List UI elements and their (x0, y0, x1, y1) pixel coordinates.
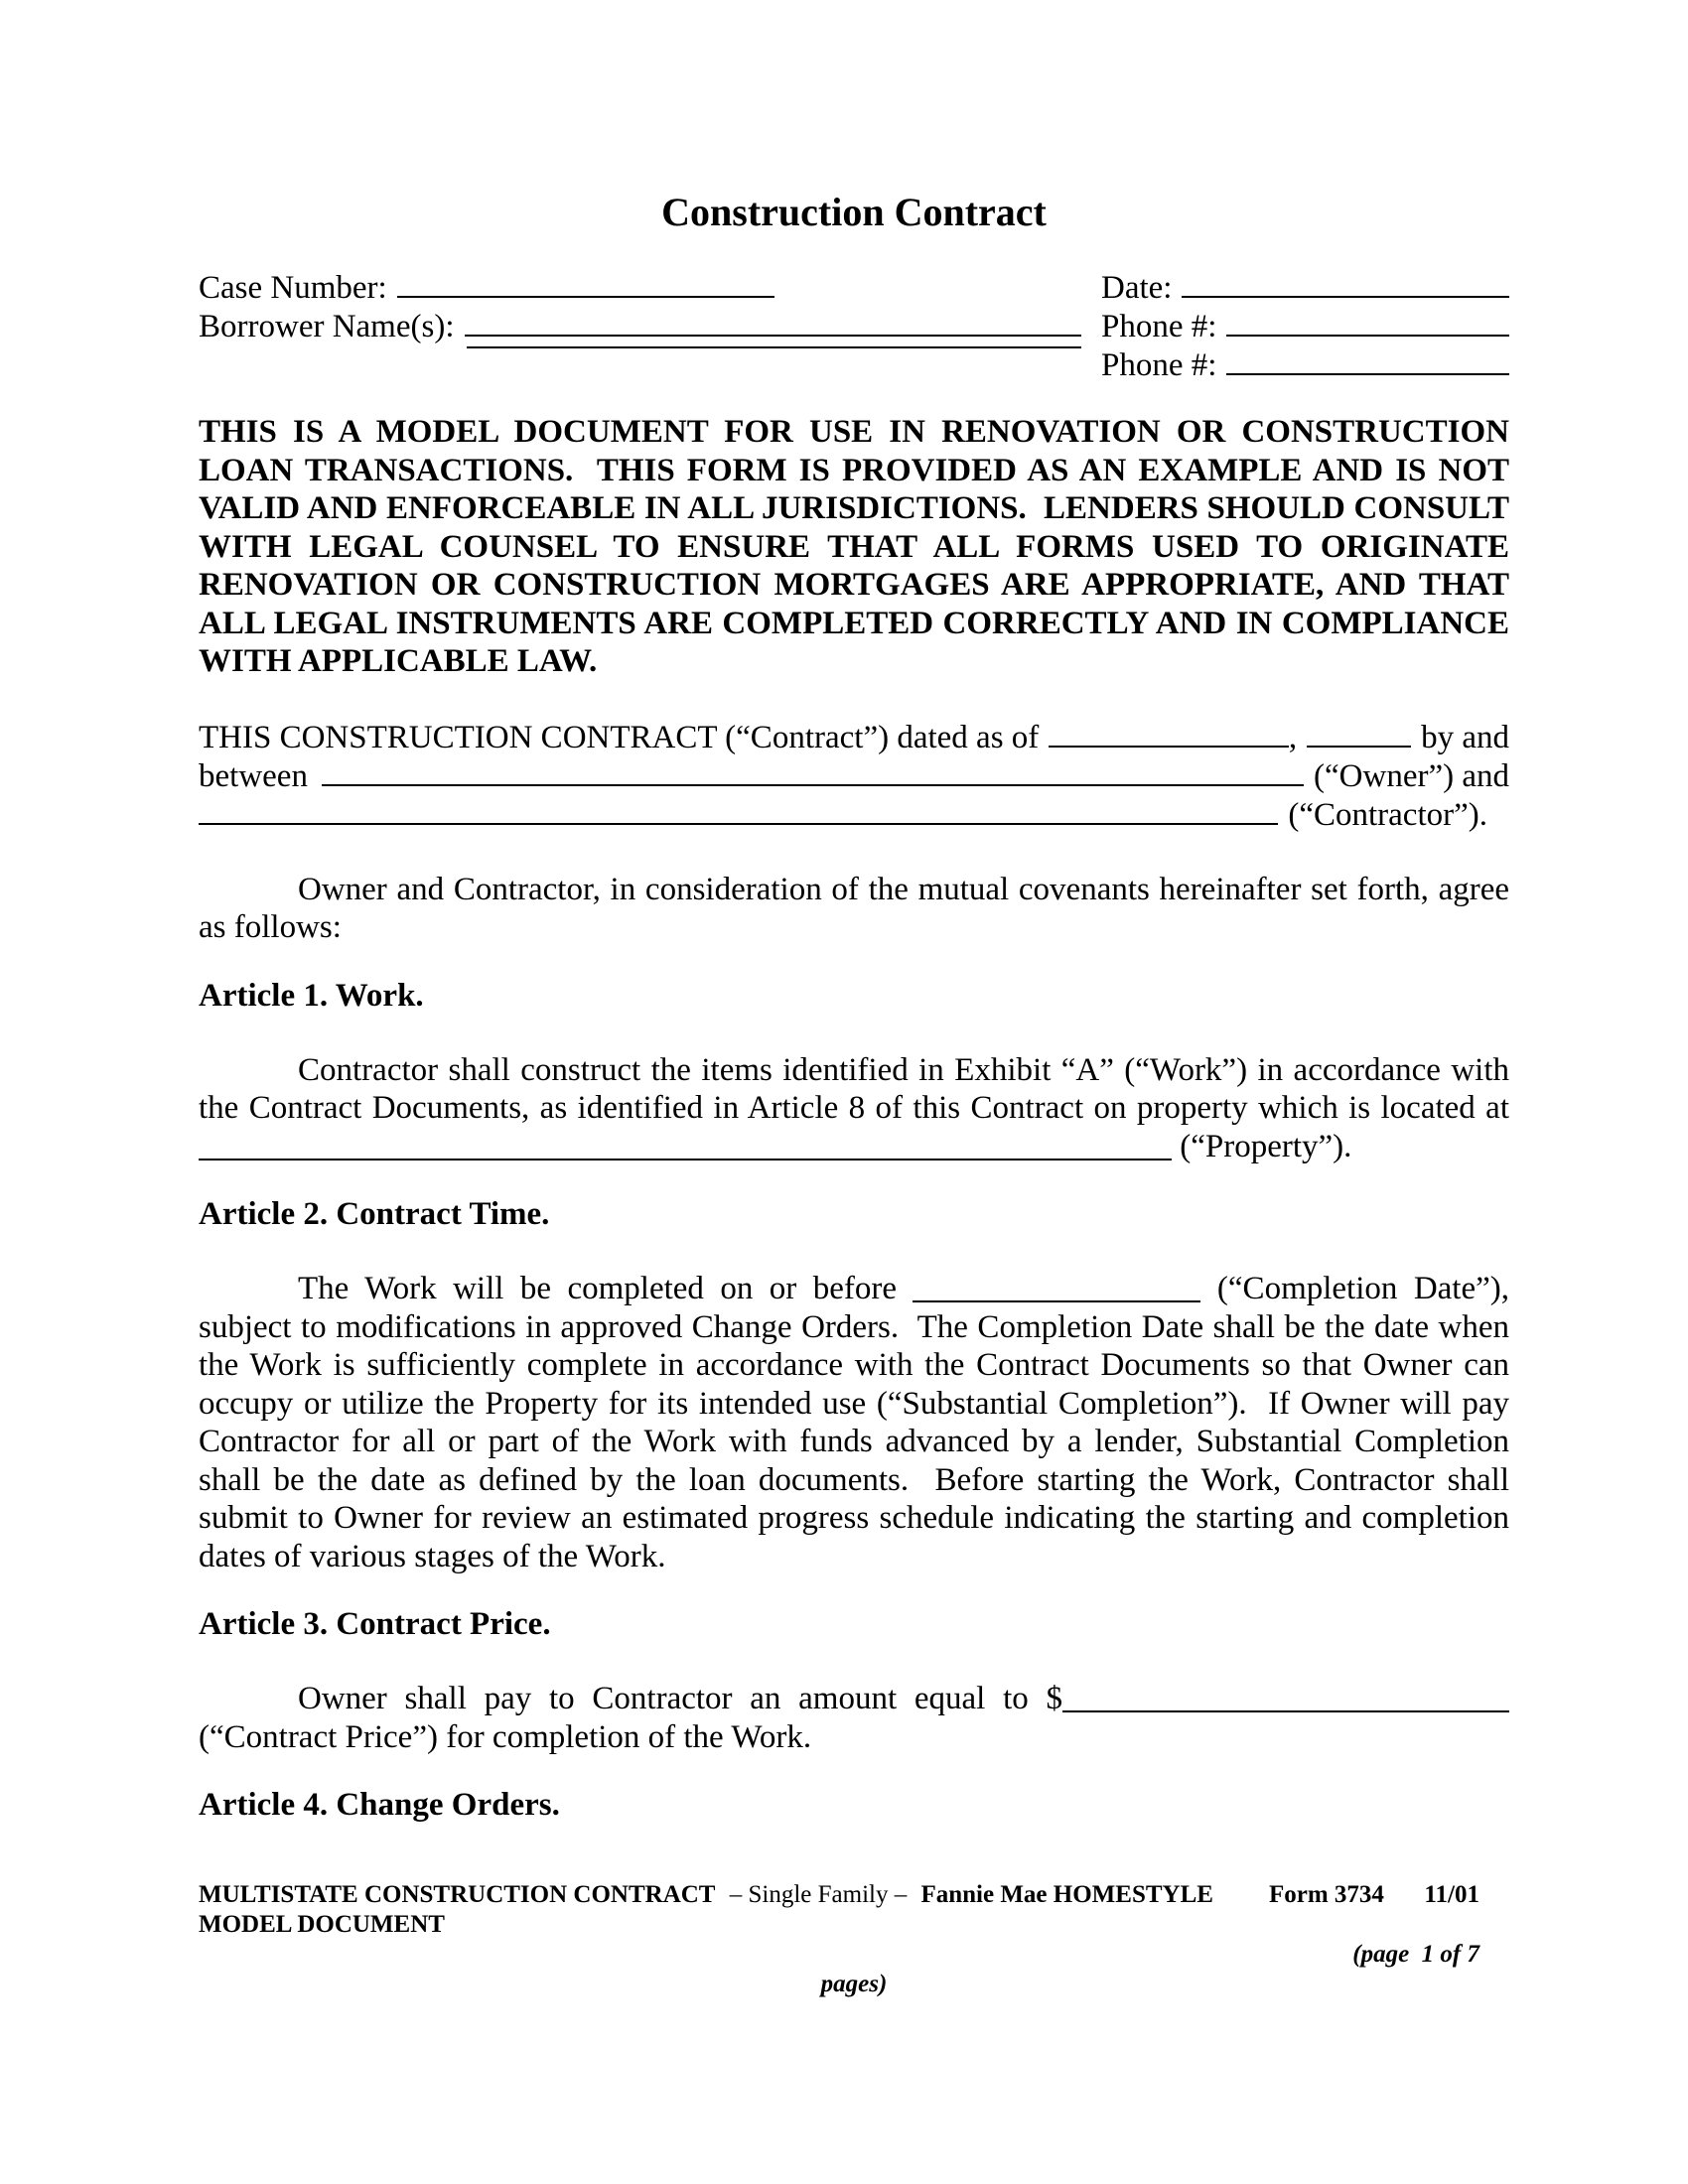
owner-name-blank (322, 784, 1304, 786)
article-4-heading: Article 4. Change Orders. (199, 1787, 560, 1823)
borrower-name-blank (465, 335, 1082, 337)
article-1-body (199, 1051, 1509, 1166)
intro-by-and-text: by and (1421, 719, 1509, 755)
date-blank (1182, 296, 1509, 298)
contractor-name-blank (199, 823, 1278, 825)
article-3-text: Owner shall pay to Contractor an amount equal to $ (298, 1681, 1062, 1716)
model-document-notice: THIS IS A MODEL DOCUMENT FOR USE IN RENOVATION OR CONSTRUCTION LOAN TRANSACTIONS. THIS FORM IS PROVIDED AS AN EXAMPLE AND IS NOT VALID AND ENFORCEABLE IN ALL JURISDICTIONS. LENDERS SHOULD CONSULT WITH LEGAL COUNSEL TO ENSURE THAT ALL FORMS USED TO ORIGINATE RENOVATION OR CONSTRUCTION MORTGAGES ARE APPROPRIATE, AND THAT ALL LEGAL INSTRUMENTS ARE COMPLETED CORRECTLY AND IN COMPLIANCE WITH APPLICABLE LAW. (199, 414, 1509, 679)
date-label: Date: (1101, 270, 1173, 306)
borrower-name-label: Borrower Name(s): (199, 309, 455, 344)
phone-2-blank (1226, 373, 1509, 375)
article-2-text-end: (“Completion Date”), subject to modifications in approved Change Orders. The Completion Date shall be the date when the Work is sufficiently complete in accordance with the Contract Documents so that Owner can occupy or utilize the Property for its intended use (“Substantial Completion”). If Owner will pay Contractor for all or part of the Work with funds advanced by a lender, Substantial Completion shall be the date as defined by the loan documents. Before starting the Work, Contractor shall submit to Owner for review an estimated progress schedule indicating the starting and completion dates of various stages of the Work. (199, 1271, 1510, 1574)
article-1-text-end: (“Property”). (1180, 1128, 1352, 1164)
footer-single-family-text: – Single Family – (729, 1881, 908, 1908)
phone-row-2 (1101, 346, 1509, 385)
article-1-text: Contractor shall construct the items identified in Exhibit “A” (“Work”) in accordance with the Contract Documents, as identified in Article 8 of this Contract on property which is located at (199, 1051, 1509, 1126)
intro-between-text: between (199, 757, 308, 794)
contract-price-blank (1062, 1710, 1509, 1712)
article-3-body (199, 1680, 1509, 1756)
case-number-blank (397, 296, 774, 298)
footer-multistate-text: MULTISTATE CONSTRUCTION CONTRACT (199, 1881, 716, 1908)
footer-fannie-mae-text: Fannie Mae HOMESTYLE MODEL DOCUMENT (199, 1881, 1213, 1938)
contract-date-blank (1049, 746, 1289, 748)
phone-2-label: Phone #: (1101, 347, 1217, 383)
footer-page-number-line-1: (page 1 of 7 (1352, 1941, 1479, 1968)
footer-form-number: Form 3734 (1268, 1881, 1384, 1908)
date-row (1101, 269, 1509, 308)
page-footer (199, 1880, 1509, 1999)
footer-document-id (199, 1880, 1269, 1940)
article-2-body (199, 1270, 1509, 1575)
borrower-name-2-blank (467, 346, 1081, 348)
phone-1-blank (1226, 335, 1509, 337)
article-2-text: The Work will be completed on or before (298, 1271, 898, 1306)
header-left-column (199, 269, 1081, 385)
header-fields (199, 269, 1509, 385)
intro-comma: , (1288, 719, 1298, 755)
contract-year-blank (1307, 746, 1411, 748)
article-1-heading: Article 1. Work. (199, 977, 424, 1014)
footer-line-1 (199, 1880, 1509, 1940)
intro-dated-text: THIS CONSTRUCTION CONTRACT (“Contract”) dated as of (199, 719, 1040, 755)
intro-paragraph (199, 719, 1509, 835)
intro-line-2 (199, 757, 1509, 796)
covenant-paragraph: Owner and Contractor, in consideration of the mutual covenants hereinafter set forth, agree as follows: (199, 871, 1509, 945)
borrower-name-row-2 (199, 346, 1081, 385)
header-right-column (1101, 269, 1509, 385)
intro-contractor-text: (“Contractor”). (1288, 796, 1487, 833)
phone-1-label: Phone #: (1101, 309, 1217, 344)
case-number-label: Case Number: (199, 270, 387, 306)
case-number-row (199, 269, 1081, 308)
article-3-text-end: (“Contract Price”) for completion of the Work. (199, 1718, 812, 1755)
intro-owner-text: (“Owner”) and (1314, 757, 1509, 794)
document-title: Construction Contract (661, 190, 1047, 234)
completion-date-blank (913, 1300, 1200, 1302)
footer-form-info (1269, 1880, 1479, 1910)
article-3-heading: Article 3. Contract Price. (199, 1606, 551, 1642)
footer-revision-date: 11/01 (1424, 1881, 1479, 1908)
phone-row-1 (1101, 308, 1509, 346)
article-2-heading: Article 2. Contract Time. (199, 1196, 550, 1232)
intro-line-3 (199, 796, 1509, 835)
borrower-name-row (199, 308, 1081, 346)
footer-page-number-line-2: pages) (820, 1971, 888, 1997)
intro-line-1 (199, 719, 1509, 757)
property-address-blank (199, 1159, 1172, 1160)
